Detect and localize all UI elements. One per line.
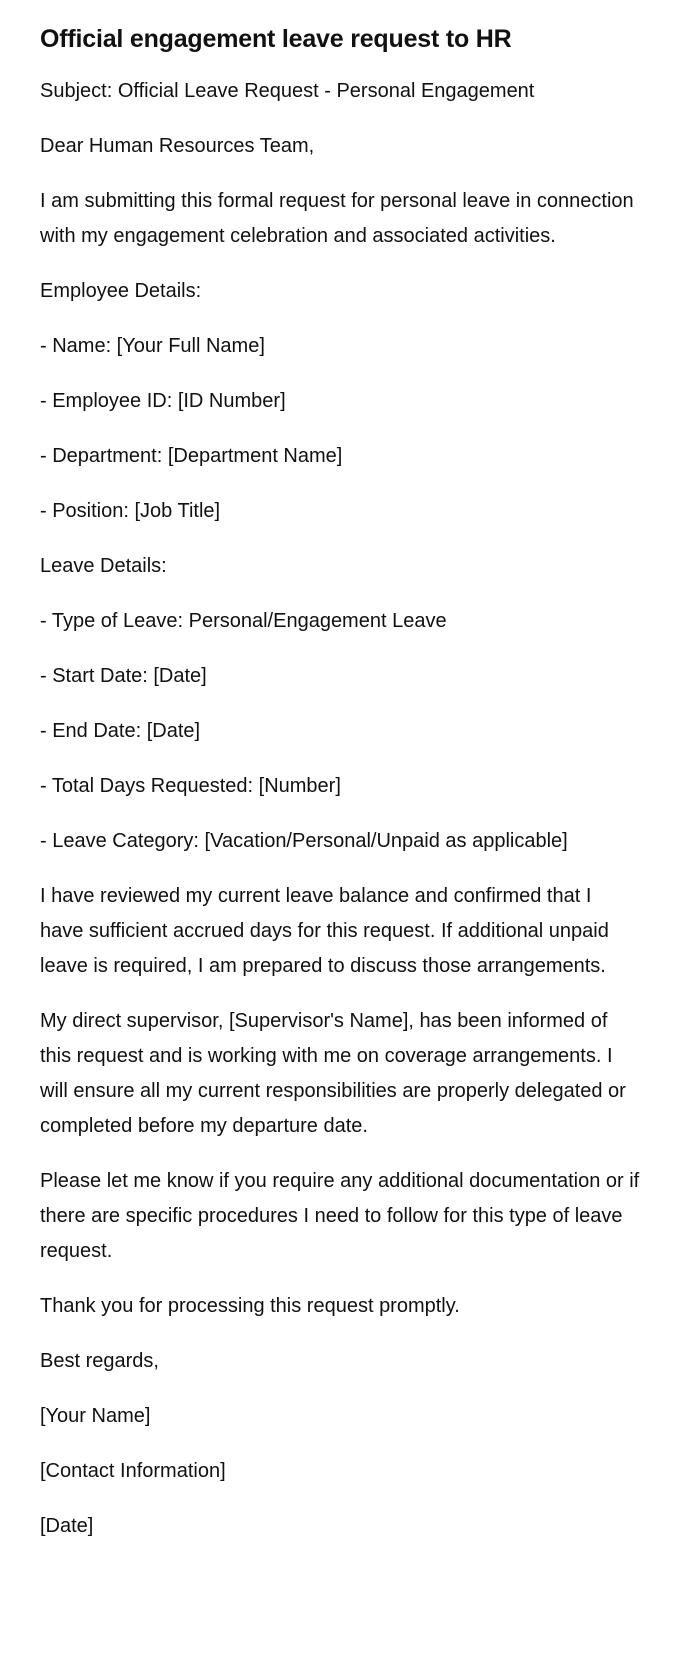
intro-paragraph: I am submitting this formal request for personal leave in connection with my engagement celebration and associated activities.	[40, 190, 634, 247]
leave-details-heading: Leave Details:	[40, 555, 167, 577]
leave-category-item: - Leave Category: [Vacation/Personal/Unpaid as applicable]	[40, 830, 568, 852]
employee-name-item: - Name: [Your Full Name]	[40, 335, 265, 357]
thanks-line: Thank you for processing this request promptly.	[40, 1295, 460, 1317]
leave-type-item: - Type of Leave: Personal/Engagement Leave	[40, 610, 447, 632]
leave-total-days-item: - Total Days Requested: [Number]	[40, 775, 341, 797]
leave-balance-paragraph: I have reviewed my current leave balance and confirmed that I have sufficient accrued days for this request. If additional unpaid leave is required, I am prepared to discuss those arrangements.	[40, 885, 609, 977]
subject-line: Subject: Official Leave Request - Personal Engagement	[40, 80, 535, 102]
documentation-paragraph: Please let me know if you require any additional documentation or if there are specific procedures I need to follow for this type of leave request.	[40, 1170, 640, 1262]
supervisor-paragraph: My direct supervisor, [Supervisor's Name], has been informed of this request and is working with me on coverage arrangements. I will ensure all my current responsibilities are properly delegated or completed before my departure date.	[40, 1010, 626, 1137]
leave-end-date-item: - End Date: [Date]	[40, 720, 201, 742]
employee-department-item: - Department: [Department Name]	[40, 445, 343, 467]
leave-start-date-item: - Start Date: [Date]	[40, 665, 207, 687]
signature-name: [Your Name]	[40, 1405, 151, 1427]
closing-line: Best regards,	[40, 1350, 159, 1372]
employee-position-item: - Position: [Job Title]	[40, 500, 221, 522]
signature-contact: [Contact Information]	[40, 1460, 226, 1482]
employee-details-heading: Employee Details:	[40, 280, 202, 302]
employee-id-item: - Employee ID: [ID Number]	[40, 390, 286, 412]
signature-date: [Date]	[40, 1515, 94, 1537]
document-title: Official engagement leave request to HR	[40, 25, 512, 53]
salutation: Dear Human Resources Team,	[40, 135, 315, 157]
